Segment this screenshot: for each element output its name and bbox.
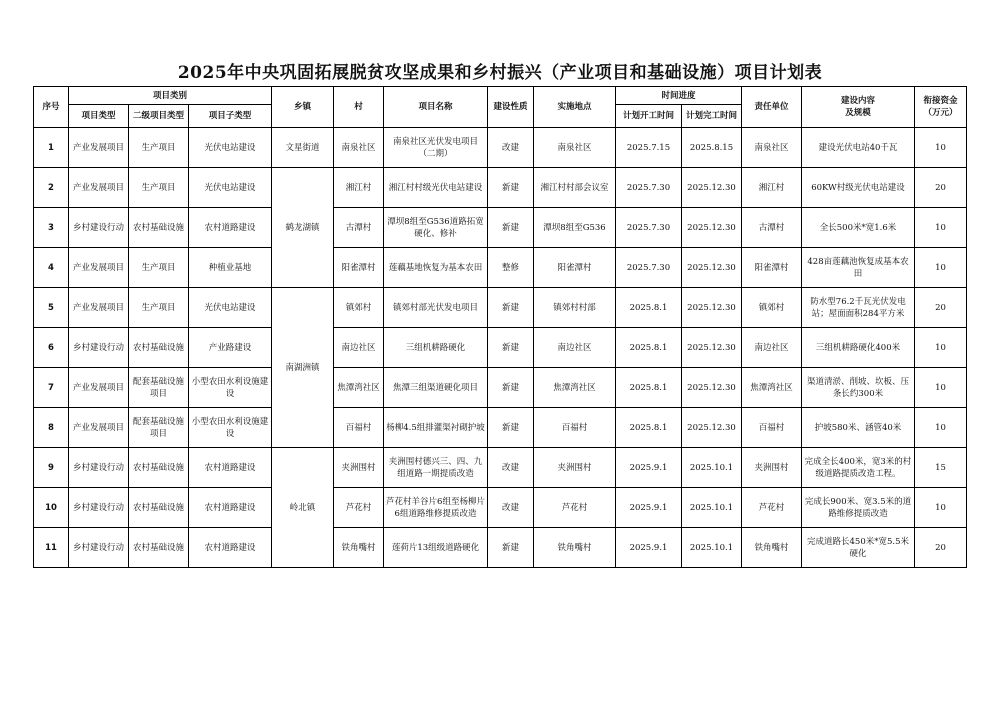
- row-content: 护坡580米、涵管40米: [802, 408, 915, 448]
- row-seq: 8: [34, 408, 69, 448]
- row-content: 完成道路长450米*宽5.5米硬化: [802, 528, 915, 568]
- row-content: 完成长900米、宽3.5米的道路维修提质改造: [802, 488, 915, 528]
- page-title: 2025年中央巩固拓展脱贫攻坚成果和乡村振兴（产业项目和基础设施）项目计划表: [177, 63, 823, 83]
- row-secondary-type: 农村基础设施: [129, 528, 189, 568]
- row-seq: 11: [34, 528, 69, 568]
- row-secondary-type: 农村基础设施: [129, 328, 189, 368]
- row-location: 百福村: [534, 408, 616, 448]
- row-start: 2025.9.1: [616, 448, 682, 488]
- row-town: 鹤龙湖镇: [272, 168, 334, 288]
- row-project-type: 产业发展项目: [69, 288, 129, 328]
- row-sub-type: 光伏电站建设: [189, 168, 272, 208]
- row-location: 焦潭湾社区: [534, 368, 616, 408]
- row-nature: 新建: [488, 368, 534, 408]
- row-project-type: 乡村建设行动: [69, 488, 129, 528]
- row-content: 428亩莲藕池恢复成基本农田: [802, 248, 915, 288]
- row-seq: 1: [34, 128, 69, 168]
- row-project-name: 三组机耕路硬化: [384, 328, 488, 368]
- row-project-type: 产业发展项目: [69, 168, 129, 208]
- table-row: [34, 408, 967, 448]
- row-funds: 15: [915, 448, 967, 488]
- row-start: 2025.8.1: [616, 408, 682, 448]
- row-funds: 10: [915, 128, 967, 168]
- row-seq: 9: [34, 448, 69, 488]
- row-location: 阳雀潭村: [534, 248, 616, 288]
- row-secondary-type: 农村基础设施: [129, 488, 189, 528]
- row-project-name: 杨柳4.5组排灌渠衬砌护坡: [384, 408, 488, 448]
- row-content: 建设光伏电站40千瓦: [802, 128, 915, 168]
- row-content: 60KW村级光伏电站建设: [802, 168, 915, 208]
- row-seq: 7: [34, 368, 69, 408]
- row-funds: 20: [915, 528, 967, 568]
- row-sub-type: 产业路建设: [189, 328, 272, 368]
- row-funds: 10: [915, 208, 967, 248]
- row-project-type: 乡村建设行动: [69, 208, 129, 248]
- row-sub-type: 小型农田水利设施建设: [189, 368, 272, 408]
- row-seq: 5: [34, 288, 69, 328]
- row-village: 湘江村: [334, 168, 384, 208]
- header-content: 建设内容 及规模: [802, 87, 915, 128]
- row-secondary-type: 生产项目: [129, 288, 189, 328]
- row-content: 完成全长400米，宽3米的村级道路提质改造工程。: [802, 448, 915, 488]
- row-sub-type: 种植业基地: [189, 248, 272, 288]
- table-row: [34, 328, 967, 368]
- row-funds: 20: [915, 168, 967, 208]
- row-town: 岭北镇: [272, 448, 334, 568]
- row-nature: 新建: [488, 528, 534, 568]
- row-end: 2025.12.30: [682, 208, 742, 248]
- table-row: [34, 128, 967, 168]
- table-row: [34, 248, 967, 288]
- row-end: 2025.10.1: [682, 448, 742, 488]
- row-location: 夹洲围村: [534, 448, 616, 488]
- row-town: 文星街道: [272, 128, 334, 168]
- table-row: [34, 528, 967, 568]
- row-unit: 芦花村: [742, 488, 802, 528]
- row-location: 镇郊村村部: [534, 288, 616, 328]
- table-row: [34, 488, 967, 528]
- header-secondary-type: 二级项目类型: [129, 105, 189, 128]
- row-funds: 10: [915, 248, 967, 288]
- row-seq: 4: [34, 248, 69, 288]
- row-start: 2025.7.30: [616, 248, 682, 288]
- row-seq: 6: [34, 328, 69, 368]
- row-start: 2025.9.1: [616, 488, 682, 528]
- row-location: 芦花村: [534, 488, 616, 528]
- row-project-name: 镇郊村部光伏发电项目: [384, 288, 488, 328]
- row-start: 2025.7.30: [616, 208, 682, 248]
- row-sub-type: 农村道路建设: [189, 208, 272, 248]
- table-row: [34, 368, 967, 408]
- row-village: 阳雀潭村: [334, 248, 384, 288]
- row-village: 百福村: [334, 408, 384, 448]
- row-end: 2025.12.30: [682, 288, 742, 328]
- row-project-name: 莲荷片13组级道路硬化: [384, 528, 488, 568]
- table-body: [34, 128, 967, 568]
- row-secondary-type: 生产项目: [129, 168, 189, 208]
- row-funds: 10: [915, 488, 967, 528]
- row-funds: 10: [915, 408, 967, 448]
- header-location: 实施地点: [534, 87, 616, 128]
- row-nature: 新建: [488, 168, 534, 208]
- row-nature: 新建: [488, 288, 534, 328]
- row-content: 防水型76.2千瓦光伏发电站；屋面面积284平方米: [802, 288, 915, 328]
- row-start: 2025.8.1: [616, 288, 682, 328]
- header-seq: 序号: [34, 87, 69, 128]
- row-sub-type: 农村道路建设: [189, 528, 272, 568]
- row-location: 南边社区: [534, 328, 616, 368]
- row-project-type: 乡村建设行动: [69, 528, 129, 568]
- row-seq: 10: [34, 488, 69, 528]
- row-secondary-type: 农村基础设施: [129, 208, 189, 248]
- row-sub-type: 农村道路建设: [189, 448, 272, 488]
- row-village: 古潭村: [334, 208, 384, 248]
- row-secondary-type: 生产项目: [129, 248, 189, 288]
- row-project-type: 产业发展项目: [69, 128, 129, 168]
- row-content: 全长500米*宽1.6米: [802, 208, 915, 248]
- row-nature: 新建: [488, 408, 534, 448]
- header-town: 乡镇: [272, 87, 334, 128]
- row-nature: 改建: [488, 448, 534, 488]
- row-unit: 镇郊村: [742, 288, 802, 328]
- header-project-type: 项目类型: [69, 105, 129, 128]
- row-seq: 2: [34, 168, 69, 208]
- header-project-name: 项目名称: [384, 87, 488, 128]
- row-location: 南泉社区: [534, 128, 616, 168]
- row-funds: 20: [915, 288, 967, 328]
- row-end: 2025.12.30: [682, 408, 742, 448]
- header-category-group: 项目类别: [69, 87, 272, 105]
- row-location: 铁角嘴村: [534, 528, 616, 568]
- row-unit: 南边社区: [742, 328, 802, 368]
- row-project-type: 乡村建设行动: [69, 328, 129, 368]
- row-sub-type: 小型农田水利设施建设: [189, 408, 272, 448]
- row-location: 潭坝8组至G536: [534, 208, 616, 248]
- header-schedule-group: 时间进度: [616, 87, 742, 105]
- row-nature: 整修: [488, 248, 534, 288]
- row-nature: 改建: [488, 128, 534, 168]
- row-unit: 焦潭湾社区: [742, 368, 802, 408]
- table-row: [34, 168, 967, 208]
- row-nature: 改建: [488, 488, 534, 528]
- row-nature: 新建: [488, 208, 534, 248]
- header-end: 计划完工时间: [682, 105, 742, 128]
- row-end: 2025.10.1: [682, 528, 742, 568]
- row-village: 镇郊村: [334, 288, 384, 328]
- row-sub-type: 农村道路建设: [189, 488, 272, 528]
- row-secondary-type: 配套基础设施项目: [129, 368, 189, 408]
- row-secondary-type: 农村基础设施: [129, 448, 189, 488]
- row-end: 2025.12.30: [682, 368, 742, 408]
- row-project-type: 产业发展项目: [69, 248, 129, 288]
- row-project-name: 湘江村村级光伏电站建设: [384, 168, 488, 208]
- row-start: 2025.8.1: [616, 368, 682, 408]
- row-project-name: 夹洲围村德兴三、四、九组道路一期提质改造: [384, 448, 488, 488]
- row-town: 南湖洲镇: [272, 288, 334, 448]
- row-project-name: 莲藕基地恢复为基本农田: [384, 248, 488, 288]
- row-unit: 夹洲围村: [742, 448, 802, 488]
- row-project-name: 芦花村羊谷片6组至杨柳片6组道路维修提质改造: [384, 488, 488, 528]
- row-village: 南泉社区: [334, 128, 384, 168]
- table-row: [34, 448, 967, 488]
- row-unit: 百福村: [742, 408, 802, 448]
- row-sub-type: 光伏电站建设: [189, 288, 272, 328]
- row-start: 2025.9.1: [616, 528, 682, 568]
- row-secondary-type: 配套基础设施项目: [129, 408, 189, 448]
- row-village: 南边社区: [334, 328, 384, 368]
- header-unit: 责任单位: [742, 87, 802, 128]
- row-project-name: 南泉社区光伏发电项目（二期）: [384, 128, 488, 168]
- row-start: 2025.7.30: [616, 168, 682, 208]
- row-project-type: 产业发展项目: [69, 368, 129, 408]
- header-sub-type: 项目子类型: [189, 105, 272, 128]
- row-end: 2025.12.30: [682, 168, 742, 208]
- row-content: 渠道清淤、削坡、坎板、压条长约300米: [802, 368, 915, 408]
- table-row: [34, 208, 967, 248]
- row-village: 夹洲围村: [334, 448, 384, 488]
- row-project-type: 乡村建设行动: [69, 448, 129, 488]
- row-end: 2025.8.15: [682, 128, 742, 168]
- row-end: 2025.12.30: [682, 328, 742, 368]
- row-village: 铁角嘴村: [334, 528, 384, 568]
- row-funds: 10: [915, 328, 967, 368]
- row-start: 2025.8.1: [616, 328, 682, 368]
- row-content: 三组机耕路硬化400米: [802, 328, 915, 368]
- row-project-name: 焦潭三组渠道硬化项目: [384, 368, 488, 408]
- row-unit: 阳雀潭村: [742, 248, 802, 288]
- row-end: 2025.12.30: [682, 248, 742, 288]
- row-location: 湘江村村部会议室: [534, 168, 616, 208]
- header-funds: 衔接资金 （万元）: [915, 87, 967, 128]
- row-unit: 古潭村: [742, 208, 802, 248]
- table-row: [34, 288, 967, 328]
- header-nature: 建设性质: [488, 87, 534, 128]
- row-unit: 铁角嘴村: [742, 528, 802, 568]
- row-unit: 湘江村: [742, 168, 802, 208]
- row-village: 焦潭湾社区: [334, 368, 384, 408]
- row-funds: 10: [915, 368, 967, 408]
- header-start: 计划开工时间: [616, 105, 682, 128]
- project-plan-table: [33, 86, 967, 568]
- row-sub-type: 光伏电站建设: [189, 128, 272, 168]
- row-start: 2025.7.15: [616, 128, 682, 168]
- row-unit: 南泉社区: [742, 128, 802, 168]
- row-seq: 3: [34, 208, 69, 248]
- row-end: 2025.10.1: [682, 488, 742, 528]
- row-village: 芦花村: [334, 488, 384, 528]
- row-nature: 新建: [488, 328, 534, 368]
- row-project-type: 产业发展项目: [69, 408, 129, 448]
- header-village: 村: [334, 87, 384, 128]
- row-secondary-type: 生产项目: [129, 128, 189, 168]
- row-project-name: 潭坝8组至G536道路拓宽硬化、修补: [384, 208, 488, 248]
